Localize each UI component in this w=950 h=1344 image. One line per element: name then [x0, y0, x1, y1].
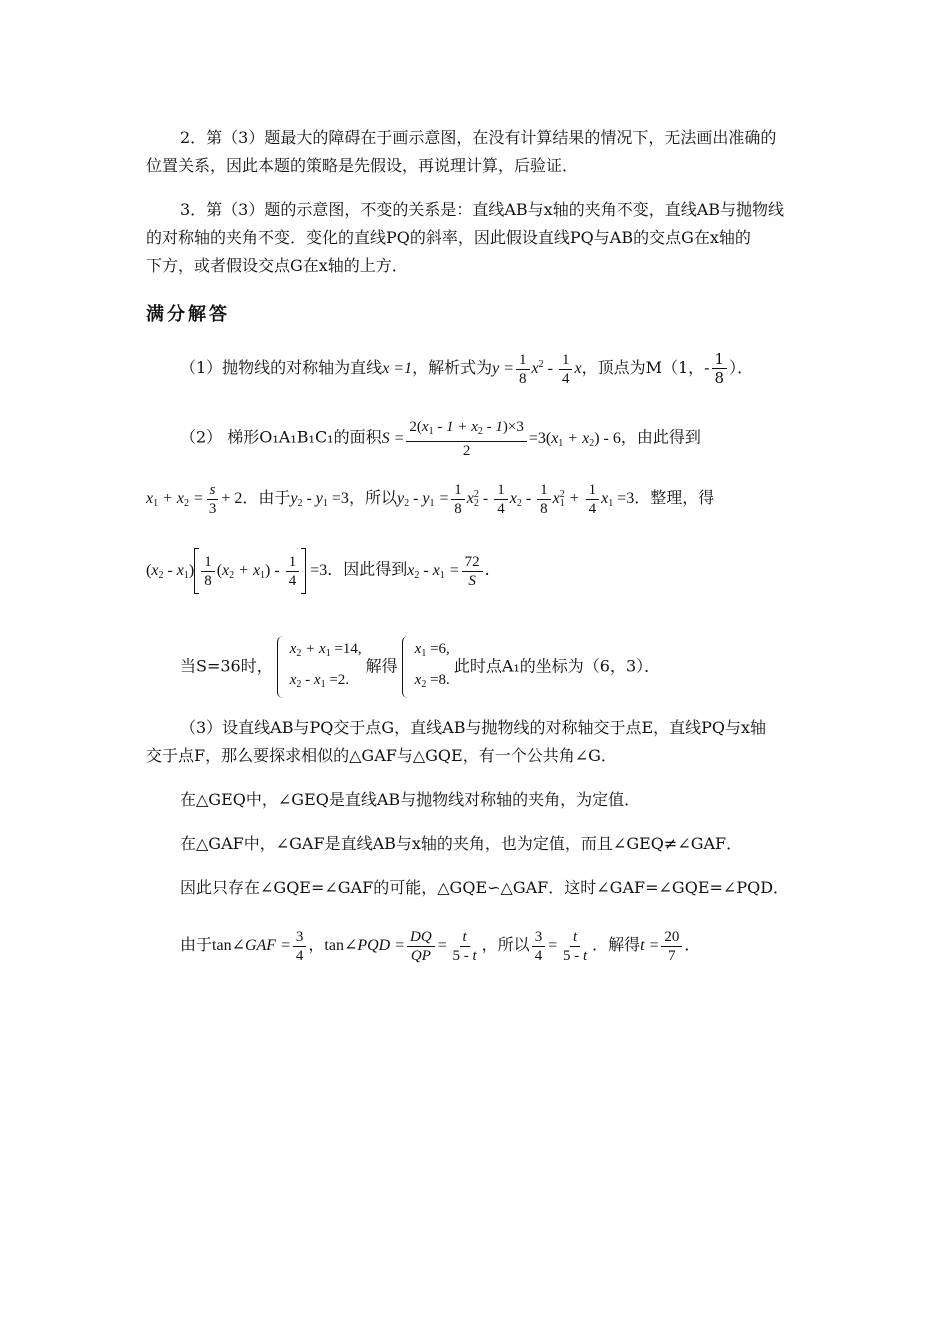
analysis-p2-line1: 2．第（3）题最大的障碍在于画示意图，在没有计算结果的情况下，无法画出准确的	[180, 128, 777, 147]
analysis-p3-line1: 3．第（3）题的示意图，不变的关系是：直线AB与x轴的夹角不变，直线AB与抛物线	[180, 200, 785, 219]
equation-system-1: $x_2 + x_1 =14$, $x_2 - x_1 =2$.	[277, 636, 362, 698]
part2-line3: $(x_2 - x_1)$ $\frac{1}{8}$ $(x_2 + x_1)$ - $\frac{1}{4}$ =3．因此得到$x_2 - x_1$ = $\frac{72}{S}$ ．	[146, 548, 806, 594]
part2-line1: （2） 梯形O₁A₁B₁C₁的面积S = $\frac{2(x_1 - 1 + x_2 - 1)\times 3}{2}$ $=3(x_1 + x_2) - 6$，由此得到	[180, 419, 701, 459]
tan-pqd: tan∠PQD = $\frac{DQ}{QP}$ = $\frac{t}{5 - t}$	[324, 929, 477, 964]
part3-line2: 交于点F，那么要探求相似的△GAF与△GQE，有一个公共角∠G．	[146, 746, 617, 765]
part2-case-line: 当S=36时， $x_2 + x_1 =14$, $x_2 - x_1 =2$. 解得 $x_1 =6$, $x_2 =8$. 此时点A₁的坐标为（6，3）．	[180, 636, 806, 698]
tan-gaf: tan∠GAF = $\frac{3}{4}$	[212, 937, 308, 954]
vertex-fraction: $\frac{1}{8}$	[712, 350, 728, 387]
axis-equation: x =1	[382, 360, 413, 377]
y-difference-expanded: $y_2 - y_1$ = $\frac{1}{8}$ $x_2^2$ - $\frac{1}{4}$ $x_2$ - $\frac{1}{8}$ $x_1^2$ + $\frac{1}{4}$ $x_1 =3$	[396, 481, 635, 517]
part1-line: （1）抛物线的对称轴为直线x =1，解析式为y = $\frac{1}{8}$ $x^2$ - $\frac{1}{4}$ x，顶点为M（1，- $\frac{1}{8}$ ）．	[180, 350, 754, 387]
part2-line2: $x_1 + x_2$ = $\frac{s}{3}$ + 2．由于$y_2 - y_1 =3$，所以$y_2 - y_1$ = $\frac{1}{8}$ $x_2^2$ - $\frac{1}{4}$ $x_2$ - $\frac{1}{8}$ $x_1^2$ + $\frac{1}{4}$ $x_1 =3$．整理，得	[146, 481, 715, 517]
equation-system-2: $x_1 =6$, $x_2 =8$.	[402, 636, 450, 698]
y-difference: $y_2 - y_1 =3$	[290, 490, 349, 509]
section-heading: 满分解答	[146, 304, 230, 325]
proportion-equation: $\frac{3}{4}$ = $\frac{t}{5 - t}$	[530, 937, 592, 954]
area-formula: S = $\frac{2(x_1 - 1 + x_2 - 1)\times 3}{2}$ $=3(x_1 + x_2) - 6$	[381, 419, 621, 459]
part3-line3: 在△GEQ中，∠GEQ是直线AB与抛物线对称轴的夹角，为定值．	[180, 790, 641, 809]
analysis-p2-line2: 位置关系，因此本题的策略是先假设，再说理计算，后验证．	[146, 156, 579, 175]
part3-line6: 由于tan∠GAF = $\frac{3}{4}$ ，tan∠PQD = $\frac{DQ}{QP}$ = $\frac{t}{5 - t}$ ，所以 $\frac{3}{4}$ = $\frac{t}{5 - t}$ ．解得t = $\frac{20}{7}$ ．	[180, 929, 701, 964]
analysis-p3-line3: 下方，或者假设交点G在x轴的上方．	[146, 256, 408, 275]
t-solution: t = $\frac{20}{7}$	[640, 937, 684, 954]
sum-formula: $x_1 + x_2$ = $\frac{s}{3}$ + 2	[146, 481, 243, 517]
factored-equation: $(x_2 - x_1)$ $\frac{1}{8}$ $(x_2 + x_1)$ - $\frac{1}{4}$ =3	[146, 562, 327, 579]
parabola-equation: y = $\frac{1}{8}$ $x^2$ - $\frac{1}{4}$ x	[492, 351, 582, 387]
part3-line4: 在△GAF中，∠GAF是直线AB与x轴的夹角，也为定值，而且∠GEQ≠∠GAF．	[180, 834, 743, 853]
part3-line5: 因此只存在∠GQE=∠GAF的可能，△GQE∽△GAF．这时∠GAF=∠GQE=∠PQD．	[180, 878, 790, 897]
part3-line1: （3）设直线AB与PQ交于点G，直线AB与抛物线的对称轴交于点E，直线PQ与x轴	[180, 718, 767, 737]
difference-result: $x_2 - x_1$ = $\frac{72}{S}$	[407, 562, 484, 579]
analysis-p3-line2: 的对称轴的夹角不变．变化的直线PQ的斜率，因此假设直线PQ与AB的交点G在x轴的	[146, 228, 751, 247]
